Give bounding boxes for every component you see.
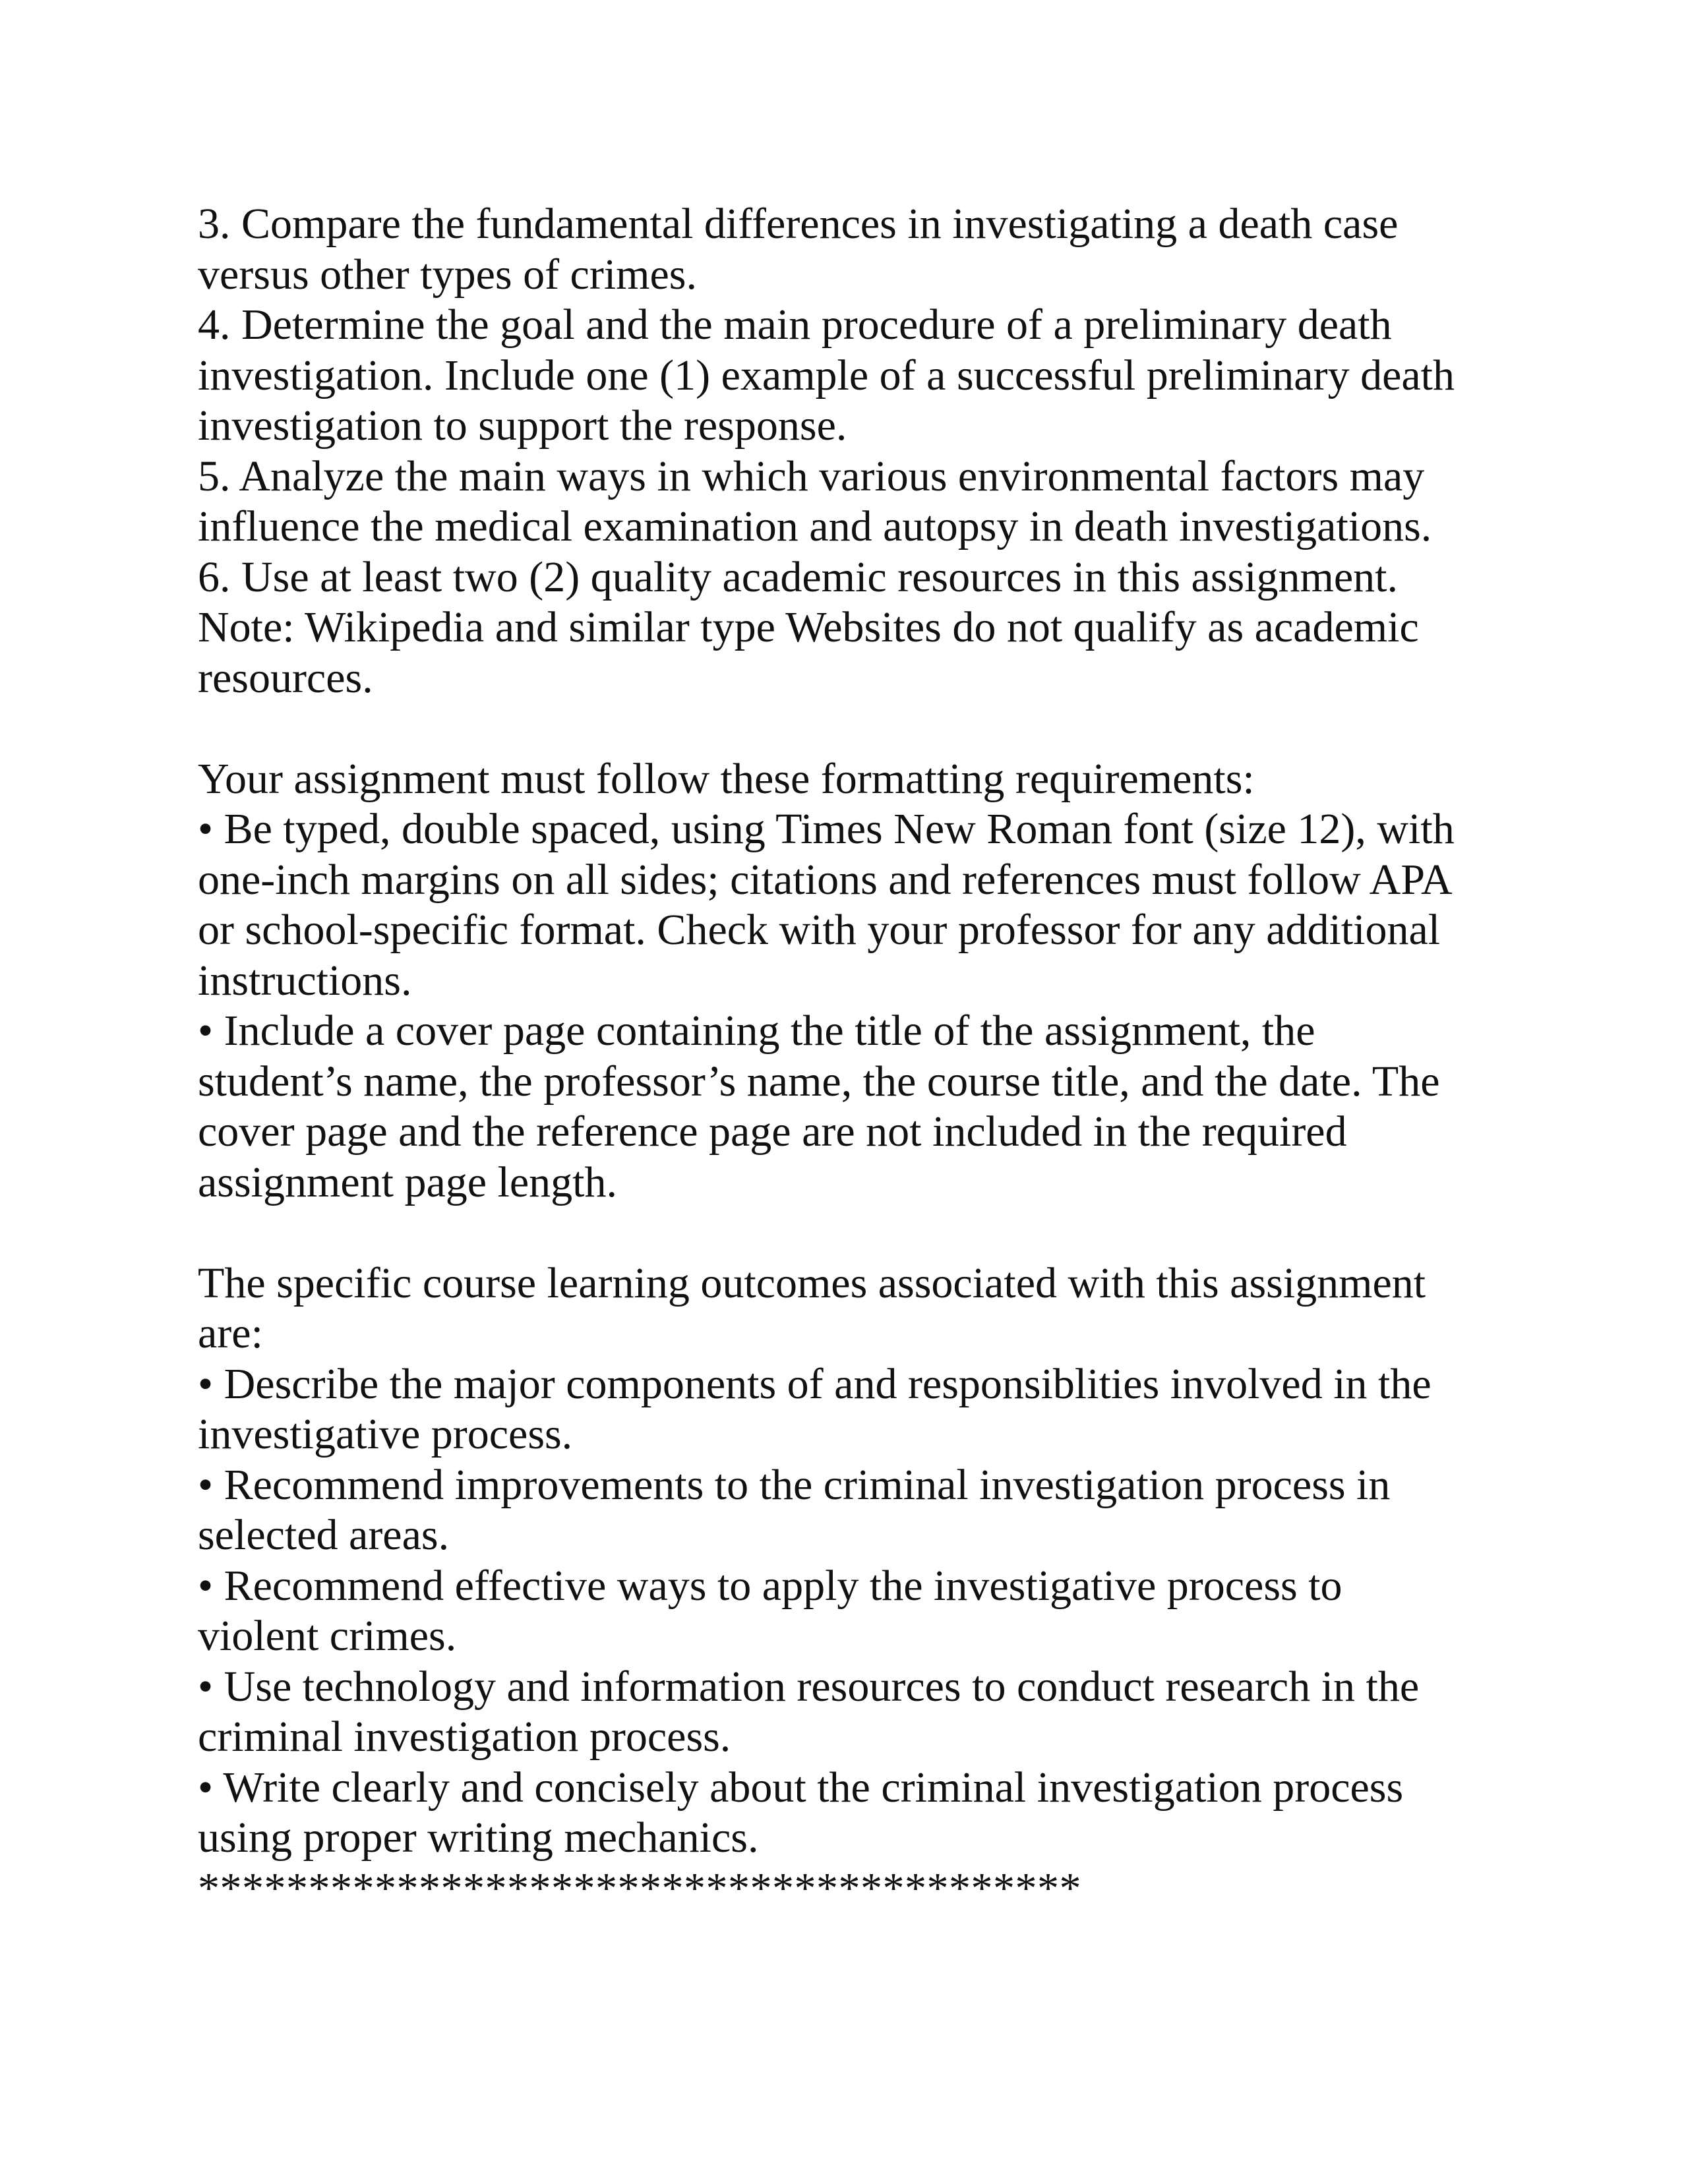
text-line: • Recommend effective ways to apply the investigative process to (198, 1561, 1342, 1610)
text-line: • Use technology and information resources to conduct research in the (198, 1662, 1420, 1711)
learning-outcomes-block (198, 1258, 1517, 1864)
text-line: assignment page length. (198, 1158, 618, 1206)
text-line: criminal investigation process. (198, 1713, 731, 1761)
text-line: resources. (198, 653, 373, 702)
text-line: • Write clearly and concisely about the criminal investigation process (198, 1763, 1404, 1812)
text-line: or school-specific format. Check with your professor for any additional (198, 906, 1441, 954)
text-line: violent crimes. (198, 1612, 457, 1660)
text-line: investigation. Include one (1) example of a successful preliminary death (198, 351, 1455, 399)
text-line: Note: Wikipedia and similar type Websites do not qualify as academic (198, 603, 1419, 651)
text-line: The specific course learning outcomes associated with this assignment (198, 1258, 1426, 1307)
text-line: influence the medical examination and autopsy in death investigations. (198, 502, 1432, 550)
paragraph-gap (198, 1208, 1517, 1258)
text-line: 6. Use at least two (2) quality academic resources in this assignment. (198, 552, 1398, 601)
paragraph-gap (198, 703, 1517, 754)
text-line: investigative process. (198, 1410, 573, 1458)
text-line: 3. Compare the fundamental differences in investigating a death case (198, 200, 1399, 248)
text-line: versus other types of crimes. (198, 250, 697, 299)
assignment-questions-block (198, 199, 1517, 703)
text-line: selected areas. (198, 1511, 450, 1559)
asterisk-divider: **************************************** (198, 1864, 1081, 1912)
text-line: Your assignment must follow these formatting requirements: (198, 754, 1255, 803)
formatting-requirements-block (198, 754, 1517, 1208)
text-line: instructions. (198, 956, 412, 1005)
text-line: • Include a cover page containing the title of the assignment, the (198, 1007, 1315, 1055)
text-line: cover page and the reference page are not included in the required (198, 1107, 1347, 1156)
text-line: investigation to support the response. (198, 401, 847, 450)
text-line: 4. Determine the goal and the main procedure of a preliminary death (198, 301, 1392, 349)
text-line: • Be typed, double spaced, using Times New Roman font (size 12), with (198, 805, 1455, 853)
text-line: 5. Analyze the main ways in which various environmental factors may (198, 452, 1425, 500)
text-line: • Recommend improvements to the criminal investigation process in (198, 1460, 1391, 1509)
text-line: one-inch margins on all sides; citations and references must follow APA (198, 855, 1453, 904)
text-line: are: (198, 1309, 263, 1357)
text-line: student’s name, the professor’s name, the course title, and the date. The (198, 1057, 1440, 1106)
text-line: • Describe the major components of and responsiblities involved in the (198, 1359, 1432, 1408)
document-body (198, 199, 1517, 1914)
text-line: using proper writing mechanics. (198, 1814, 759, 1862)
